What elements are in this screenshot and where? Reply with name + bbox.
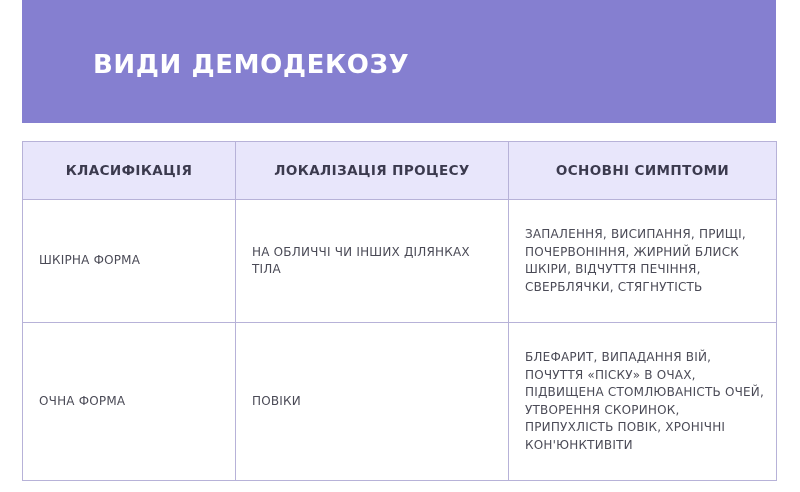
column-header-classification: КЛАСИФІКАЦІЯ (23, 142, 236, 200)
table-header-row (23, 142, 777, 200)
table-row (23, 323, 777, 481)
cell-localization: ПОВІКИ (236, 323, 509, 481)
page-title: ВИДИ ДЕМОДЕКОЗУ (93, 50, 410, 80)
cell-symptoms: ЗАПАЛЕННЯ, ВИСИПАННЯ, ПРИЩІ, ПОЧЕРВОНІННЯ, ЖИРНИЙ БЛИСК ШКІРИ, ВІДЧУТТЯ ПЕЧІННЯ, СВЕРБЛЯЧКИ, СТЯГНУТІСТЬ (509, 200, 777, 323)
column-header-localization: ЛОКАЛІЗАЦІЯ ПРОЦЕСУ (236, 142, 509, 200)
title-banner (22, 0, 776, 123)
cell-localization: НА ОБЛИЧЧІ ЧИ ІНШИХ ДІЛЯНКАХ ТІЛА (236, 200, 509, 323)
cell-classification: ШКІРНА ФОРМА (23, 200, 236, 323)
cell-classification: ОЧНА ФОРМА (23, 323, 236, 481)
table-row (23, 200, 777, 323)
demodecosis-types-table (22, 141, 777, 481)
cell-symptoms: БЛЕФАРИТ, ВИПАДАННЯ ВІЙ, ПОЧУТТЯ «ПІСКУ» В ОЧАХ, ПІДВИЩЕНА СТОМЛЮВАНІСТЬ ОЧЕЙ, УТВОРЕННЯ СКОРИНОК, ПРИПУХЛІСТЬ ПОВІК, ХРОНІЧНІ КОН'ЮНКТИВІТИ (509, 323, 777, 481)
column-header-symptoms: ОСНОВНІ СИМПТОМИ (509, 142, 777, 200)
